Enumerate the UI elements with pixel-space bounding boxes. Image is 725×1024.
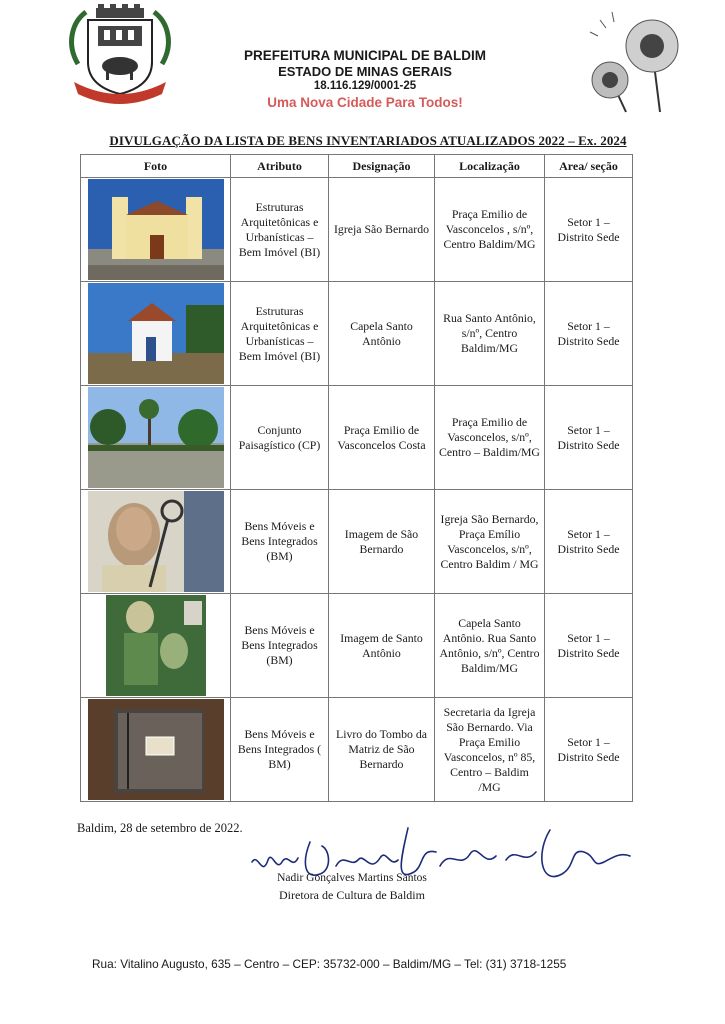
table-row — [81, 490, 633, 594]
table-row — [81, 594, 633, 698]
photo-praca-emilio — [88, 387, 224, 488]
localizacao-cell: Praça Emilio de Vasconcelos, s/nº, Centro – Baldim/MG — [435, 386, 545, 490]
area-cell: Setor 1 – Distrito Sede — [545, 490, 633, 594]
handwritten-signature — [240, 822, 635, 898]
table-row — [81, 282, 633, 386]
letterhead — [180, 48, 550, 112]
inventory-table — [80, 154, 633, 802]
designacao-cell: Igreja São Bernardo — [329, 178, 435, 282]
dandelion-icon — [582, 8, 692, 116]
photo-cell — [81, 386, 231, 490]
slogan: Uma Nova Cidade Para Todos! — [267, 95, 463, 110]
localizacao-cell: Rua Santo Antônio, s/nº, Centro Baldim/MG — [435, 282, 545, 386]
atributo-cell: Estruturas Arquitetônicas e Urbanísticas – Bem Imóvel (BI) — [231, 178, 329, 282]
footer-address: Rua: Vitalino Augusto, 635 – Centro – CEP: 35732-000 – Baldim/MG – Tel: (31) 3718-1255 — [92, 957, 567, 971]
photo-cell — [81, 178, 231, 282]
photo-cell — [81, 594, 231, 698]
document-date: Baldim, 28 de setembro de 2022. — [77, 821, 243, 835]
atributo-cell: Bens Móveis e Bens Integrados (BM) — [231, 594, 329, 698]
area-cell: Setor 1 – Distrito Sede — [545, 594, 633, 698]
signatory-role: Diretora de Cultura de Baldim — [279, 888, 425, 902]
photo-cell — [81, 490, 231, 594]
area-cell: Setor 1 – Distrito Sede — [545, 282, 633, 386]
localizacao-cell: Igreja São Bernardo, Praça Emílio Vasconcelos, s/nº, Centro Baldim / MG — [435, 490, 545, 594]
state-name: ESTADO DE MINAS GERAIS — [278, 64, 452, 79]
area-cell: Setor 1 – Distrito Sede — [545, 178, 633, 282]
column-header: Area/ seção — [545, 155, 633, 178]
atributo-cell: Estruturas Arquitetônicas e Urbanísticas – Bem Imóvel (BI) — [231, 282, 329, 386]
designacao-cell: Capela Santo Antônio — [329, 282, 435, 386]
column-header: Designação — [329, 155, 435, 178]
photo-igreja-sao-bernardo — [88, 179, 224, 280]
designacao-cell: Imagem de São Bernardo — [329, 490, 435, 594]
area-cell: Setor 1 – Distrito Sede — [545, 386, 633, 490]
cnpj: 18.116.129/0001-25 — [313, 80, 417, 92]
designacao-cell: Livro do Tombo da Matriz de São Bernardo — [329, 698, 435, 802]
photo-cell — [81, 282, 231, 386]
photo-imagem-sao-bernardo — [88, 491, 224, 592]
atributo-cell: Bens Móveis e Bens Integrados (BM) — [231, 490, 329, 594]
designacao-cell: Praça Emilio de Vasconcelos Costa — [329, 386, 435, 490]
column-header: Foto — [81, 155, 231, 178]
org-name: PREFEITURA MUNICIPAL DE BALDIM — [244, 48, 486, 63]
photo-cell — [81, 698, 231, 802]
atributo-cell: Bens Móveis e Bens Integrados ( BM) — [231, 698, 329, 802]
photo-livro-do-tombo — [88, 699, 224, 800]
area-cell: Setor 1 – Distrito Sede — [545, 698, 633, 802]
table-row — [81, 386, 633, 490]
localizacao-cell: Capela Santo Antônio. Rua Santo Antônio, s/nº, Centro Baldim/MG — [435, 594, 545, 698]
municipal-coat-of-arms-icon — [64, 4, 176, 104]
table-header-row — [81, 155, 633, 178]
table-row — [81, 178, 633, 282]
signatory-name: Nadir Gonçalves Martins Santos — [277, 872, 427, 884]
document-title: DIVULGAÇÃO DA LISTA DE BENS INVENTARIADOS ATUALIZADOS 2022 – Ex. 2024 — [109, 133, 627, 148]
localizacao-cell: Secretaria da Igreja São Bernardo. Via Praça Emilio Vasconcelos, nº 85, Centro – Baldim /MG — [435, 698, 545, 802]
designacao-cell: Imagem de Santo Antônio — [329, 594, 435, 698]
table-row — [81, 698, 633, 802]
atributo-cell: Conjunto Paisagístico (CP) — [231, 386, 329, 490]
photo-imagem-santo-antonio — [88, 595, 224, 696]
column-header: Localização — [435, 155, 545, 178]
localizacao-cell: Praça Emilio de Vasconcelos , s/nº, Centro Baldim/MG — [435, 178, 545, 282]
photo-capela-santo-antonio — [88, 283, 224, 384]
column-header: Atributo — [231, 155, 329, 178]
